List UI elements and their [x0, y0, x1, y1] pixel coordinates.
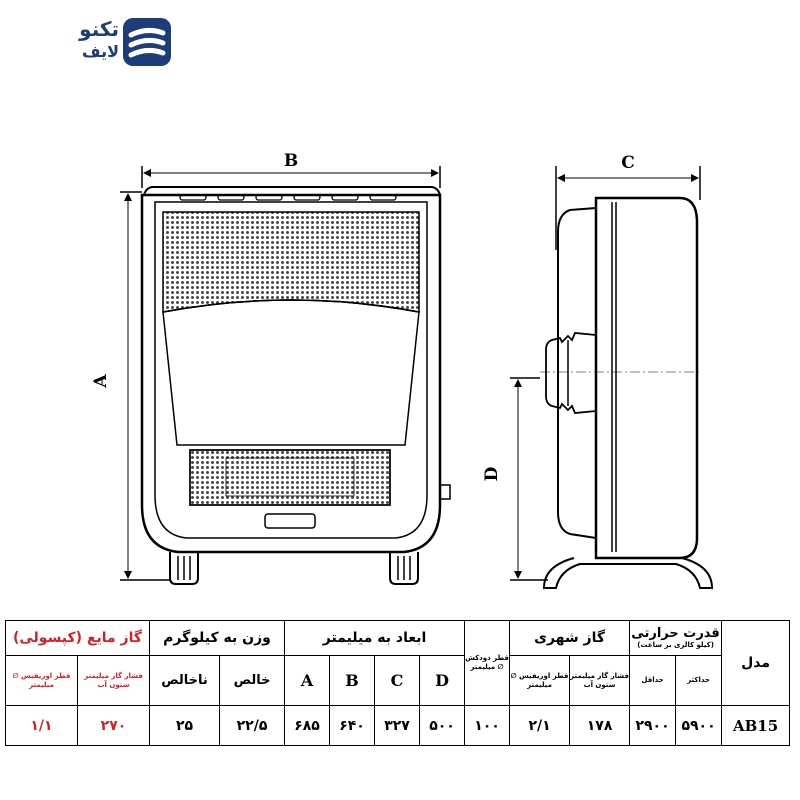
header-natural-gas: گاز شهری [510, 621, 630, 656]
specification-table [5, 620, 790, 746]
dimension-label-d: D [482, 466, 502, 482]
header-dim-a: A [285, 656, 330, 706]
front-left-foot [170, 552, 198, 584]
cell-flue-diameter: ۱۰۰ [465, 706, 510, 746]
header-dim-c: C [375, 656, 420, 706]
header-lpg-orifice: قطر اوریفیس ∅ میلیمتر [6, 656, 78, 706]
header-model: مدل [722, 621, 790, 706]
header-ng-pressure: فشار گاز میلیمتر ستون آب [570, 656, 630, 706]
header-dim-b: B [330, 656, 375, 706]
logo-text-line2: لایف [82, 42, 119, 61]
header-weight: وزن به کیلوگرم [150, 621, 285, 656]
cell-lpg-pressure: ۲۷۰ [78, 706, 150, 746]
cell-dim-c: ۳۲۷ [375, 706, 420, 746]
front-view [120, 166, 450, 584]
logo-text-line1: تکنو [79, 17, 119, 41]
cell-ng-orifice: ۲/۱ [510, 706, 570, 746]
cell-net-weight: ۲۲/۵ [220, 706, 285, 746]
cell-model: AB15 [722, 706, 790, 746]
dimension-label-a: A [91, 374, 111, 388]
cell-dim-d: ۵۰۰ [420, 706, 465, 746]
header-lpg: گاز مایع (کپسولی) [6, 621, 150, 656]
cell-dim-b: ۶۴۰ [330, 706, 375, 746]
header-heat-output [630, 621, 722, 656]
table-row [6, 706, 790, 746]
cell-heat-min: ۲۹۰۰ [630, 706, 676, 746]
cell-dim-a: ۶۸۵ [285, 706, 330, 746]
dimension-label-c: C [621, 153, 635, 173]
header-flue-diameter: قطر دودکش ∅ میلیمتر [465, 621, 510, 706]
header-dimensions: ابعاد به میلیمتر [285, 621, 465, 656]
header-ng-orifice: قطر اوریفیس ∅ میلیمتر [510, 656, 570, 706]
header-lpg-pressure: فشار گاز میلیمتر ستون آب [78, 656, 150, 706]
cell-gross-weight: ۲۵ [150, 706, 220, 746]
logo-mark-icon [123, 18, 171, 66]
header-heat-min: حداقل [630, 656, 676, 706]
cell-ng-pressure: ۱۷۸ [570, 706, 630, 746]
header-heat-max: حداکثر [676, 656, 722, 706]
front-right-foot [390, 552, 418, 584]
dimension-label-b: B [283, 151, 299, 171]
heater-technical-drawing [0, 140, 800, 600]
side-view [510, 166, 712, 588]
header-heat-output-unit: (کیلو کالری بر ساعت) [637, 641, 714, 649]
cell-heat-max: ۵۹۰۰ [676, 706, 722, 746]
header-gross-weight: ناخالص [150, 656, 220, 706]
header-dim-d: D [420, 656, 465, 706]
cell-lpg-orifice: ۱/۱ [6, 706, 78, 746]
header-heat-output-label: قدرت حرارتی [631, 626, 720, 641]
header-net-weight: خالص [220, 656, 285, 706]
techno-life-logo [45, 10, 175, 70]
